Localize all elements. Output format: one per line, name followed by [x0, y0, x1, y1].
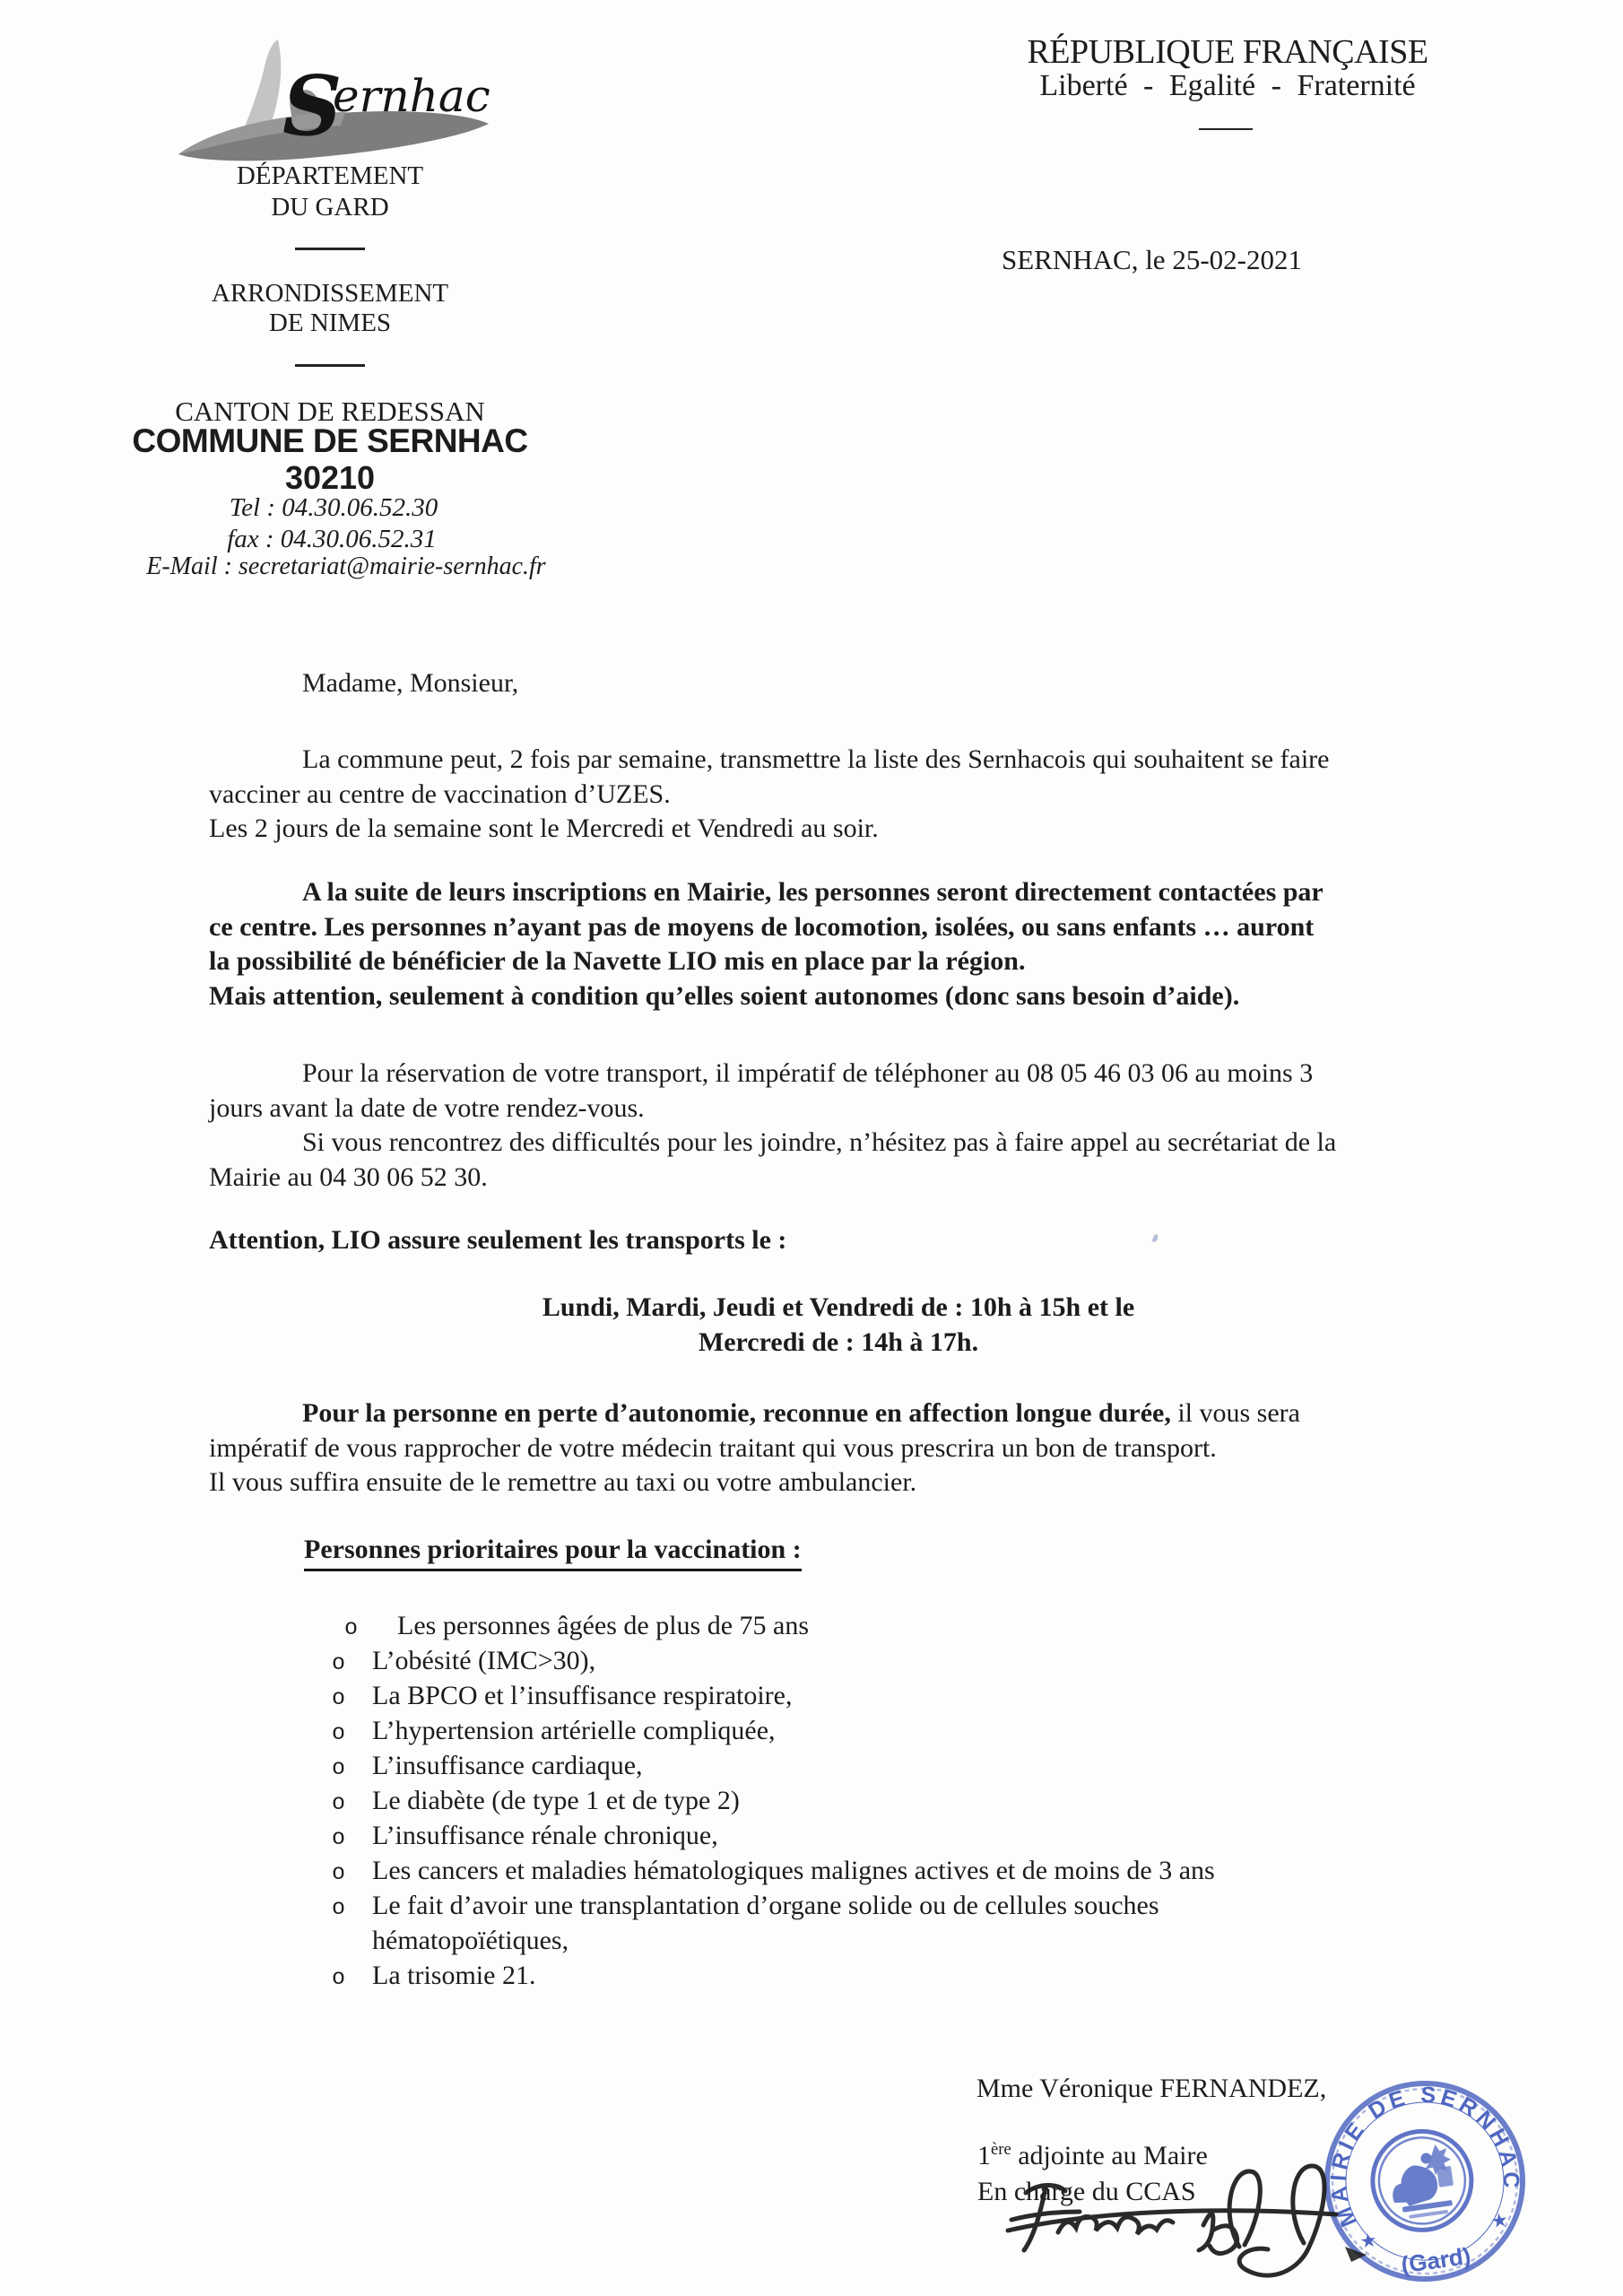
dateline: SERNHAC, le 25-02-2021: [1002, 244, 1302, 275]
separator-line-3: [1199, 128, 1253, 130]
paragraph-2-line2: ce centre. Les personnes n’ayant pas de moyens de locomotion, isolées, ou sans enfants … auront: [209, 911, 1315, 942]
list-item-text: L’insuffisance cardiaque,: [372, 1751, 643, 1780]
list-item: [332, 1958, 535, 1993]
salutation: Madame, Monsieur,: [302, 668, 519, 698]
role-number: 1: [977, 2141, 991, 2170]
paragraph-4-line1: [209, 1396, 1439, 1431]
list-item-text: hématopoïétiques,: [372, 1926, 569, 1955]
priority-heading: [304, 1535, 802, 1565]
bullet-marker: o: [344, 1615, 359, 1641]
list-item-text: Le fait d’avoir une transplantation d’organe solide ou de cellules souches: [372, 1891, 1159, 1920]
bullet-marker: o: [332, 1685, 346, 1711]
paragraph-4-line3: Il vous suffira ensuite de le remettre au taxi ou votre ambulancier.: [209, 1467, 917, 1497]
stamp-arc-text: MAIRIE DE SERNHAC: [1325, 2082, 1524, 2231]
departement-line2: DU GARD: [271, 193, 389, 222]
paragraph-2-line1: A la suite de leurs inscriptions en Mairie, les personnes seront directement contactées par: [302, 877, 1324, 907]
separator-line-1: [295, 248, 365, 250]
list-item-text: Le diabète (de type 1 et de type 2): [372, 1786, 740, 1815]
commune-logo: [166, 20, 525, 168]
role-text: adjointe au Maire: [1011, 2141, 1208, 2170]
paragraph-3-line4: Mairie au 04 30 06 52 30.: [209, 1161, 488, 1192]
email-line: E-Mail : secretariat@mairie-sernhac.fr: [146, 552, 546, 580]
handwritten-signature: [950, 2130, 1399, 2296]
bullet-marker: o: [332, 1825, 346, 1851]
list-item-text: L’insuffisance rénale chronique,: [372, 1821, 718, 1850]
role-superscript: ère: [991, 2140, 1011, 2159]
bullet-marker: o: [332, 1790, 346, 1816]
list-item-text: Les personnes âgées de plus de 75 ans: [397, 1611, 810, 1640]
schedule-line2: Mercredi de : 14h à 17h.: [698, 1326, 979, 1357]
schedule-block: [209, 1291, 1454, 1360]
signatory-name: Mme Véronique FERNANDEZ,: [976, 2074, 1327, 2103]
bullet-marker: o: [332, 1895, 346, 1921]
list-item-continuation: [332, 1923, 568, 1958]
list-item: [332, 1783, 740, 1818]
separator-line-2: [295, 364, 365, 367]
list-item: [332, 1678, 793, 1713]
paragraph-1-line3: Les 2 jours de la semaine sont le Mercredi et Vendredi au soir.: [209, 813, 879, 843]
bullet-marker: o: [332, 1650, 346, 1676]
stamp-star-right: ★: [1489, 2208, 1510, 2233]
list-item: [332, 1643, 595, 1678]
list-item: [332, 1853, 1215, 1888]
list-item: [332, 1608, 809, 1643]
attention-line: Attention, LIO assure seulement les transports le :: [209, 1225, 787, 1255]
paragraph-2-bold: [209, 875, 1439, 1013]
list-item-text: L’obésité (IMC>30),: [372, 1646, 596, 1675]
list-item: [332, 1818, 718, 1853]
list-item-text: L’hypertension artérielle compliquée,: [372, 1716, 776, 1745]
paragraph-3: [209, 1057, 1439, 1195]
paragraph-1-line2: vacciner au centre de vaccination d’UZES.: [209, 778, 671, 809]
bullet-marker: o: [332, 1965, 346, 1991]
bullet-marker: o: [332, 1755, 346, 1781]
list-item-text: La trisomie 21.: [372, 1961, 536, 1990]
paragraph-1: [209, 743, 1439, 847]
sernhac-logo-graphic: [166, 20, 525, 168]
paragraph-2-line4: Mais attention, seulement à condition qu’elles soient autonomes (donc sans besoin d’aide).: [209, 980, 1240, 1011]
republic-title: RÉPUBLIQUE FRANÇAISE: [1027, 33, 1428, 71]
canton-label: CANTON DE REDESSAN: [175, 396, 485, 427]
paragraph-4-line1-rest: il vous sera: [1170, 1398, 1300, 1428]
departement-line1: DÉPARTEMENT: [236, 161, 424, 190]
tel-line: Tel : 04.30.06.52.30: [229, 493, 438, 522]
bullet-marker: o: [332, 1860, 346, 1886]
postal-code: 30210: [284, 459, 376, 496]
list-item: [332, 1713, 776, 1748]
paragraph-1-line1: La commune peut, 2 fois par semaine, transmettre la liste des Sernhacois qui souhaitent se faire: [302, 744, 1330, 774]
paragraph-4-line2: impératif de vous rapprocher de votre médecin traitant qui vous prescrira un bon de transport.: [209, 1432, 1217, 1463]
logo-letter-s: S: [282, 57, 343, 154]
list-item: [332, 1748, 643, 1783]
signature-strokes: [950, 2130, 1399, 2296]
priority-heading-text: Personnes prioritaires pour la vaccination :: [304, 1535, 802, 1571]
logo-text: ernhac: [333, 70, 490, 122]
paragraph-4-bold-lead: Pour la personne en perte d’autonomie, reconnue en affection longue durée,: [302, 1398, 1171, 1428]
stamp-bottom-text: (Gard): [1399, 2241, 1473, 2279]
bullet-marker: o: [332, 1720, 346, 1746]
fax-line: fax : 04.30.06.52.31: [227, 525, 437, 553]
schedule-line1: Lundi, Mardi, Jeudi et Vendredi de : 10h à 15h et le: [542, 1292, 1135, 1322]
commune-label: COMMUNE DE SERNHAC: [132, 422, 528, 459]
arrondissement-line2: DE NIMES: [268, 309, 392, 337]
list-item: [332, 1888, 1159, 1923]
paragraph-3-line2: jours avant la date de votre rendez-vous.: [209, 1092, 645, 1123]
paragraph-2-line3: la possibilité de bénéficier de la Navette LIO mis en place par la région.: [209, 946, 1026, 976]
signatory-role-line2: En charge du CCAS: [977, 2177, 1196, 2206]
paragraph-3-line1: Pour la réservation de votre transport, il impératif de téléphoner au 08 05 46 03 06 au moins 3: [302, 1058, 1314, 1088]
paragraph-4: [209, 1396, 1439, 1500]
republic-motto: Liberté - Egalité - Fraternité: [1039, 69, 1416, 102]
list-item-text: La BPCO et l’insuffisance respiratoire,: [372, 1681, 793, 1710]
list-item-text: Les cancers et maladies hématologiques malignes actives et de moins de 3 ans: [372, 1856, 1215, 1885]
stamp-star-left: ★: [1358, 2229, 1379, 2253]
arrondissement-line1: ARRONDISSEMENT: [211, 279, 449, 308]
paragraph-3-line3: Si vous rencontrez des difficultés pour les joindre, n’hésitez pas à faire appel au secrétariat de la: [302, 1127, 1337, 1157]
scan-artifact: [1152, 1233, 1159, 1242]
